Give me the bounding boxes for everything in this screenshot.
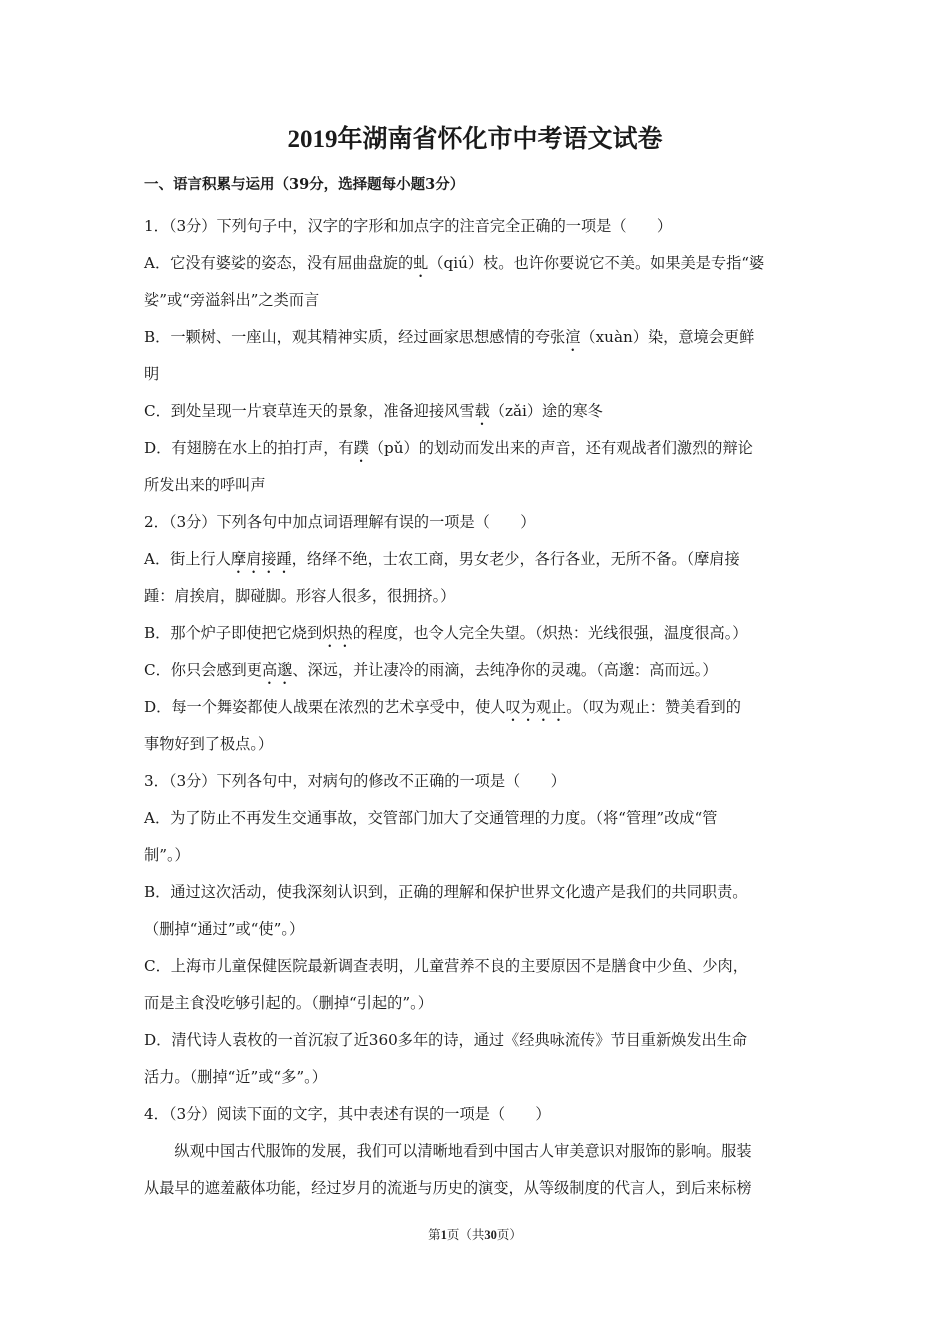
q3-stem: 3．（3分）下列各句中，对病句的修改不正确的一项是（ ） (144, 772, 566, 790)
emphasis-char: 渲 (565, 328, 581, 346)
q1-stem: 1．（3分）下列句子中，汉字的字形和加点字的注音完全正确的一项是（ ） (144, 217, 673, 235)
q2-option-a-cont: 踵：肩挨肩，脚碰脚。形容人很多，很拥挤。） (144, 587, 456, 605)
q2-option-d-cont: 事物好到了极点。） (144, 735, 274, 753)
q4-stem: 4．（3分）阅读下面的文字，其中表述有误的一项是（ ） (144, 1105, 551, 1123)
emphasis-char: 虬 (413, 254, 429, 272)
section-heading: 一、语言积累与运用（39分，选择题每小题3分） (144, 176, 465, 193)
q1-option-a-cont: 娑”或“旁溢斜出”之类而言 (144, 291, 320, 309)
emphasis-char: 载 (474, 402, 490, 420)
emphasis-word: 炽热 (322, 624, 353, 642)
q3-option-b-cont: （删掉“通过”或“使”。） (144, 920, 305, 938)
q1-option-a: A．它没有婆娑的姿态，没有屈曲盘旋的虬（qiú）枝。也许你要说它不美。如果美是专指“婆 (144, 254, 765, 272)
q3-option-d-cont: 活力。（删掉“近”或“多”。） (144, 1068, 327, 1086)
q1-option-b: B．一颗树、一座山，观其精神实质，经过画家思想感情的夸张渲（xuàn）染，意境会更鲜 (144, 328, 755, 346)
q3-option-a: A．为了防止不再发生交通事故，交管部门加大了交通管理的力度。（将“管理”改成“管 (144, 809, 718, 827)
q3-option-c-cont: 而是主食没吃够引起的。（删掉“引起的”。） (144, 994, 433, 1012)
q1-option-c: C．到处呈现一片衰草连天的景象，准备迎接风雪载（zǎi）途的寒冬 (144, 402, 603, 420)
emphasis-word: 高邈 (261, 661, 293, 679)
q2-option-d: D．每一个舞姿都使人战栗在浓烈的艺术享受中，使人叹为观止。（叹为观止：赞美看到的 (144, 698, 741, 716)
q4-passage-line: 纵观中国古代服饰的发展，我们可以清晰地看到中国古人审美意识对服饰的影响。服装 (174, 1142, 752, 1160)
q2-option-c: C．你只会感到更高邈、深远，并让凄冷的雨滴，去纯净你的灵魂。（高邈：高而远。） (144, 661, 718, 679)
q1-option-d-cont: 所发出来的呼叫声 (144, 476, 266, 494)
q3-option-b: B．通过这次活动，使我深刻认识到，正确的理解和保护世界文化遗产是我们的共同职责。 (144, 883, 748, 901)
page-footer: 第1页（共30页） (428, 1227, 522, 1242)
page-total: 30 (484, 1228, 497, 1242)
q4-passage-line: 从最早的遮羞蔽体功能，经过岁月的流逝与历史的演变，从等级制度的代言人，到后来标榜 (144, 1179, 752, 1197)
q3-option-d: D．清代诗人袁枚的一首沉寂了近360多年的诗，通过《经典咏流传》节目重新焕发出生命 (144, 1031, 748, 1049)
q2-stem: 2．（3分）下列各句中加点词语理解有误的一项是（ ） (144, 513, 536, 531)
q1-option-d: D．有翅膀在水上的拍打声，有蹼（pǔ）的划动而发出来的声音，还有观战者们激烈的辩论 (144, 439, 753, 457)
q3-option-a-cont: 制”。） (144, 846, 190, 864)
q2-option-b: B．那个炉子即使把它烧到炽热的程度，也令人完全失望。（炽热：光线很强，温度很高。） (144, 624, 748, 642)
emphasis-word: 摩肩接踵 (230, 550, 292, 568)
q3-option-c: C．上海市儿童保健医院最新调查表明，儿童营养不良的主要原因不是膳食中少鱼、少肉， (144, 957, 748, 975)
emphasis-word: 叹为观止 (505, 698, 567, 716)
page-title: 2019年湖南省怀化市中考语文试卷 (287, 126, 663, 153)
page-number: 1 (440, 1228, 447, 1242)
q1-option-b-cont: 明 (144, 365, 160, 383)
q2-option-a: A．街上行人摩肩接踵，络绎不绝，士农工商，男女老少，各行各业，无所不备。（摩肩接 (144, 550, 740, 568)
emphasis-char: 蹼 (353, 439, 369, 457)
